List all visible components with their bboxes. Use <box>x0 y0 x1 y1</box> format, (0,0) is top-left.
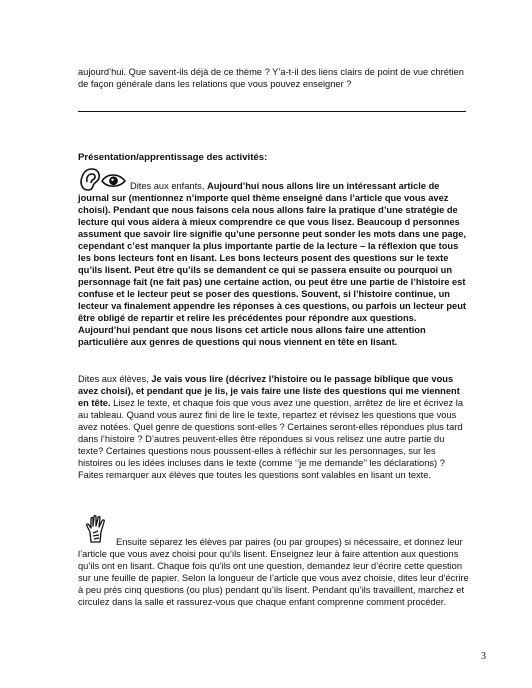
para1-bold: Aujourd’hui nous allons lire un intéressant article de journal sur (mentionnez n’importe quel thème enseigné dans l’article que vous avez choisi). Pendant que nous faisons cela nous allons faire la pratique d’une stratégie de lecture qui vous aidera à mieux comprendre ce que vous lisez. Beaucoup d personnes assument que savoir lire signifie qu’une personne peut sonder les mots dans une page, cependant c’est manquer la plus importante partie de la lecture – la réflexion que tous les bons lecteurs font en lisant. Les bons lecteurs posent des questions sur le texte qu’ils lisent. Peut être qu’ils se demandent ce qui se passera ensuite ou pourquoi un personnage fait (ne fait pas) une certaine action, ou peut être une partie de l’histoire est confuse et le lecteur peut se poser des questions. Souvent, si l’histoire continue, un lecteur va finalement appendre les réponses à ces questions, ou parfois un lecteur peut être obligé de repartir et relire les précédentes pour répondre aux questions. Aujourd’hui pendant que nous lisons cet article nous allons faire une attention particulière aux genres de questions qui nous viennent en tête en lisant. <box>78 181 466 347</box>
para2-lead: Dites aux élèves, <box>78 374 152 384</box>
section-heading: Présentation/apprentissage des activités: <box>78 152 268 163</box>
intro-paragraph: aujourd’hui. Que savent-ils déjà de ce thème ? Y’a-t-il des liens clairs de point de vue chrétien de façon générale dans les relations que vous pouvez enseigner ? <box>78 67 464 89</box>
paragraph-pair-work: Ensuite séparez les élèves par paires (ou par groupes) si nécessaire, et donnez leur l’article que vous avez choisi pour qu’ils lisent. Enseignez leur à faire attention aux questions qu’ils ont en lisant. Chaque fois qu’ils ont une question, demandez leur d’écrire cette question sur une feuille de papier. Selon la longueur de l’article que vous avez choisie, dites leur d’écrire à peu près cinq questions (ou plus) pendant qu’ils lisent. Pendant qu’ils travaillent, marchez et circulez dans la salle et rassurez-vous que chaque enfant comprenne comment procéder. <box>78 537 469 607</box>
para1-lead: Dites aux enfants, <box>130 181 207 191</box>
page-number: 3 <box>481 651 486 662</box>
para2-rest: Lisez le texte, et chaque fois que vous avez une question, arrêtez de lire et écrivez la au tableau. Quand vous aurez fini de lire le texte, repartez et révisez les questions que vous avez notées. Quel genre de questions sont-elles ? Certaines seront-elles répondues plus tard dans l’histoire ? D’autres peuvent-elles être répondues si vous relisez une autre partie du texte? Certaines questions nous poussent-elles à réfléchir sur les personnages, sur les histoires ou les idées incluses dans le texte (comme ‘’je me demande’’ les déclarations) ? Faites remarquer aux élèves que toutes les questions sont valables en lisant un texte. <box>78 398 464 480</box>
para2-bold: Je vais vous lire (décrivez l’histoire ou le passage biblique que vous avez choisi), et pendant que je lis, je vais faire une liste des questions qui me viennent en tête. <box>78 374 460 408</box>
paragraph-read-aloud <box>78 373 470 481</box>
horizontal-rule <box>78 111 466 112</box>
paragraph-activity-intro <box>78 180 470 348</box>
